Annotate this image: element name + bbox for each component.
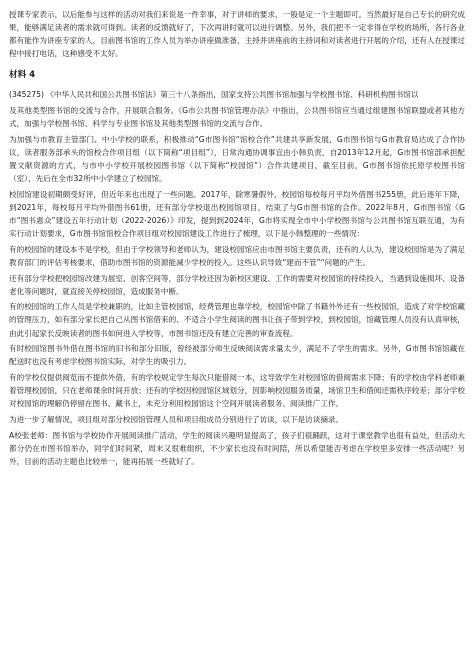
interview-paragraph: A校张老师：图书馆与学校协作开展阅读推广活动，学生的阅读兴趣明显提高了，孩子们很踊跃，这对于课堂教学也很有益处，但活动大都分仍在市图书馆举办，同学们时间紧，周末又很难组织，不少家长也没有时间陪，所以希望能否考虑在学校里多安排一些活动呢？另外，目前的活动主题也比较单一，能再拓展一些就好了。 [9,430,465,466]
body-paragraph-5: 还有部分学校把校园馆改建为展室、创客空间等，部分学校还因为新校区建设、工作的需要对校园馆的持续投入，当遇到设施损坏、设备老化等问题时，就直接关停校园馆，造成服务中断。 [9,273,465,296]
source-citation-paragraph: (345275) 《中华人民共和国公共图书馆法》第三十八条指出，国家支持公共图书馆加强与学校图书馆、科研机构图书馆以 [9,90,419,100]
body-paragraph-7: 有时校园馆图书外借在图书馆的旧书和部分旧版，曾经被部分师生反映阅读需求量太少，满足不了学生的需求。另外，G市图书馆馆藏在配送时也没有考虑学校图书馆实际，对学生的吸引力。 [9,344,465,367]
intro-paragraph: 授课专家表示，以后能参与这样的活动对我们来说是一件幸事，对于讲师的要求，一般是定一个主题即可。当然最好是自己专长的研究成果，能够满足读者的需求就可得到。读者的反馈就好了，下次再讲时就可以进行调整。另外，我们把不一定非得在学校的场所，各行各业都有能作为讲座专家的人，目前图书馆的工作人员为举办讲座做准备，主持并讲座前的主持词和对读者进行开展的介绍，还有人在授课过程中接打电话，这种感受不太好。 [9,10,465,59]
body-paragraph-1: 及其他类型图书馆的交流与合作，开展联合服务。《G市公共图书馆管理办法》中指出，公共图书馆应当通过组建图书馆联盟或者其他方式，加强与学校图书馆、科学与专业图书馆及其他类型图书馆的交流与合作。 [9,106,465,129]
body-paragraph-6: 有的校园馆的工作人员是学校兼职的，比如主管校园馆，经费管理也靠学校，校园馆中除了书籍外外还有一些校园馆，造成了对学校馆藏的管理压力，如有部分家长把自己从图书馆借来的、不适合小学生阅读的图书让孩子带到学校，到校园馆，馆藏管理人员没有认真审核，由此引起家长反映读者的图书如何进入学校等，市图书馆还没有建立完善的审查流程。 [9,302,465,338]
material-heading: 材料 4 [9,70,36,81]
body-paragraph-4: 有的校园馆的建设本不是学校，但由于学校领导和老师认为，建设校园馆应由市图书馆主要负责，还有的人认为，建设校园馆是为了满足教育部门的评估考核要求，借助市图书馆的资源能减少学校的投入。这些认识导致“建而不管”“问题的产生。 [9,244,465,267]
body-paragraph-9: 为进一步了解情况，项目组对部分校园馆管理人员和项目组成员分别进行了访谈，以下是访谈摘录。 [9,414,344,424]
body-paragraph-2: 为加强与市教育主管部门、中小学校的联系，积极推动“G市图书馆“馆校合作”共建共享新发展，G市图书馆与G市教育局达成了合作协议，读者服务部承头的馆校合作项目组（以下简称“项目组”），日常沟通协调事宜由小韩负责，自2013年12月起，G市图书馆部承担配置文献资源的方式，与市中小学校开展校园图书馆（以下简称“校园馆”）合作共建项目，截至目前，G市图书馆依托原学校图书馆（室），先后在全市32所中小学建立了校园馆。 [9,134,465,184]
body-paragraph-3: 校园馆建设初期颇受好评，但近年来也出现了一些问题。2017年，除寒暑假外，校园馆每校每月平均外借图书255册，此后逐年下降，到2021年，每校每月平均外借图书61册，还有部分学校退出校园馆项目，结束了与G市图书馆的合作。2022年8月，G市图书馆《G市“图书惠众”建设五年行动计划（2022-2026）》印发，提到到2024年，G市将实现全市中小学校图书馆与公共图书馆互联互通，为有实行动计划要求，G市图书馆馆校合作项目组对校园馆建设工作进行了梳理，以下是小韩整理的一些情况： [9,189,465,239]
body-paragraph-8: 有的学校仅提供阅览而不提供外借，有的学校规定学生每次只能借阅一本，这导致学生对校园馆的借阅需求下降；有的学校由学科老师兼着管理校园馆，只在老师课余时间开放；还有的学校因校园馆区域划分，因影响校园服务质量，场馆卫生和借阅还需秩序较差；部分学校对校园馆的理解仍停留在图书、藏书上，未充分利用校园馆这个空间开展读者服务、阅读推广工作。 [9,373,465,409]
